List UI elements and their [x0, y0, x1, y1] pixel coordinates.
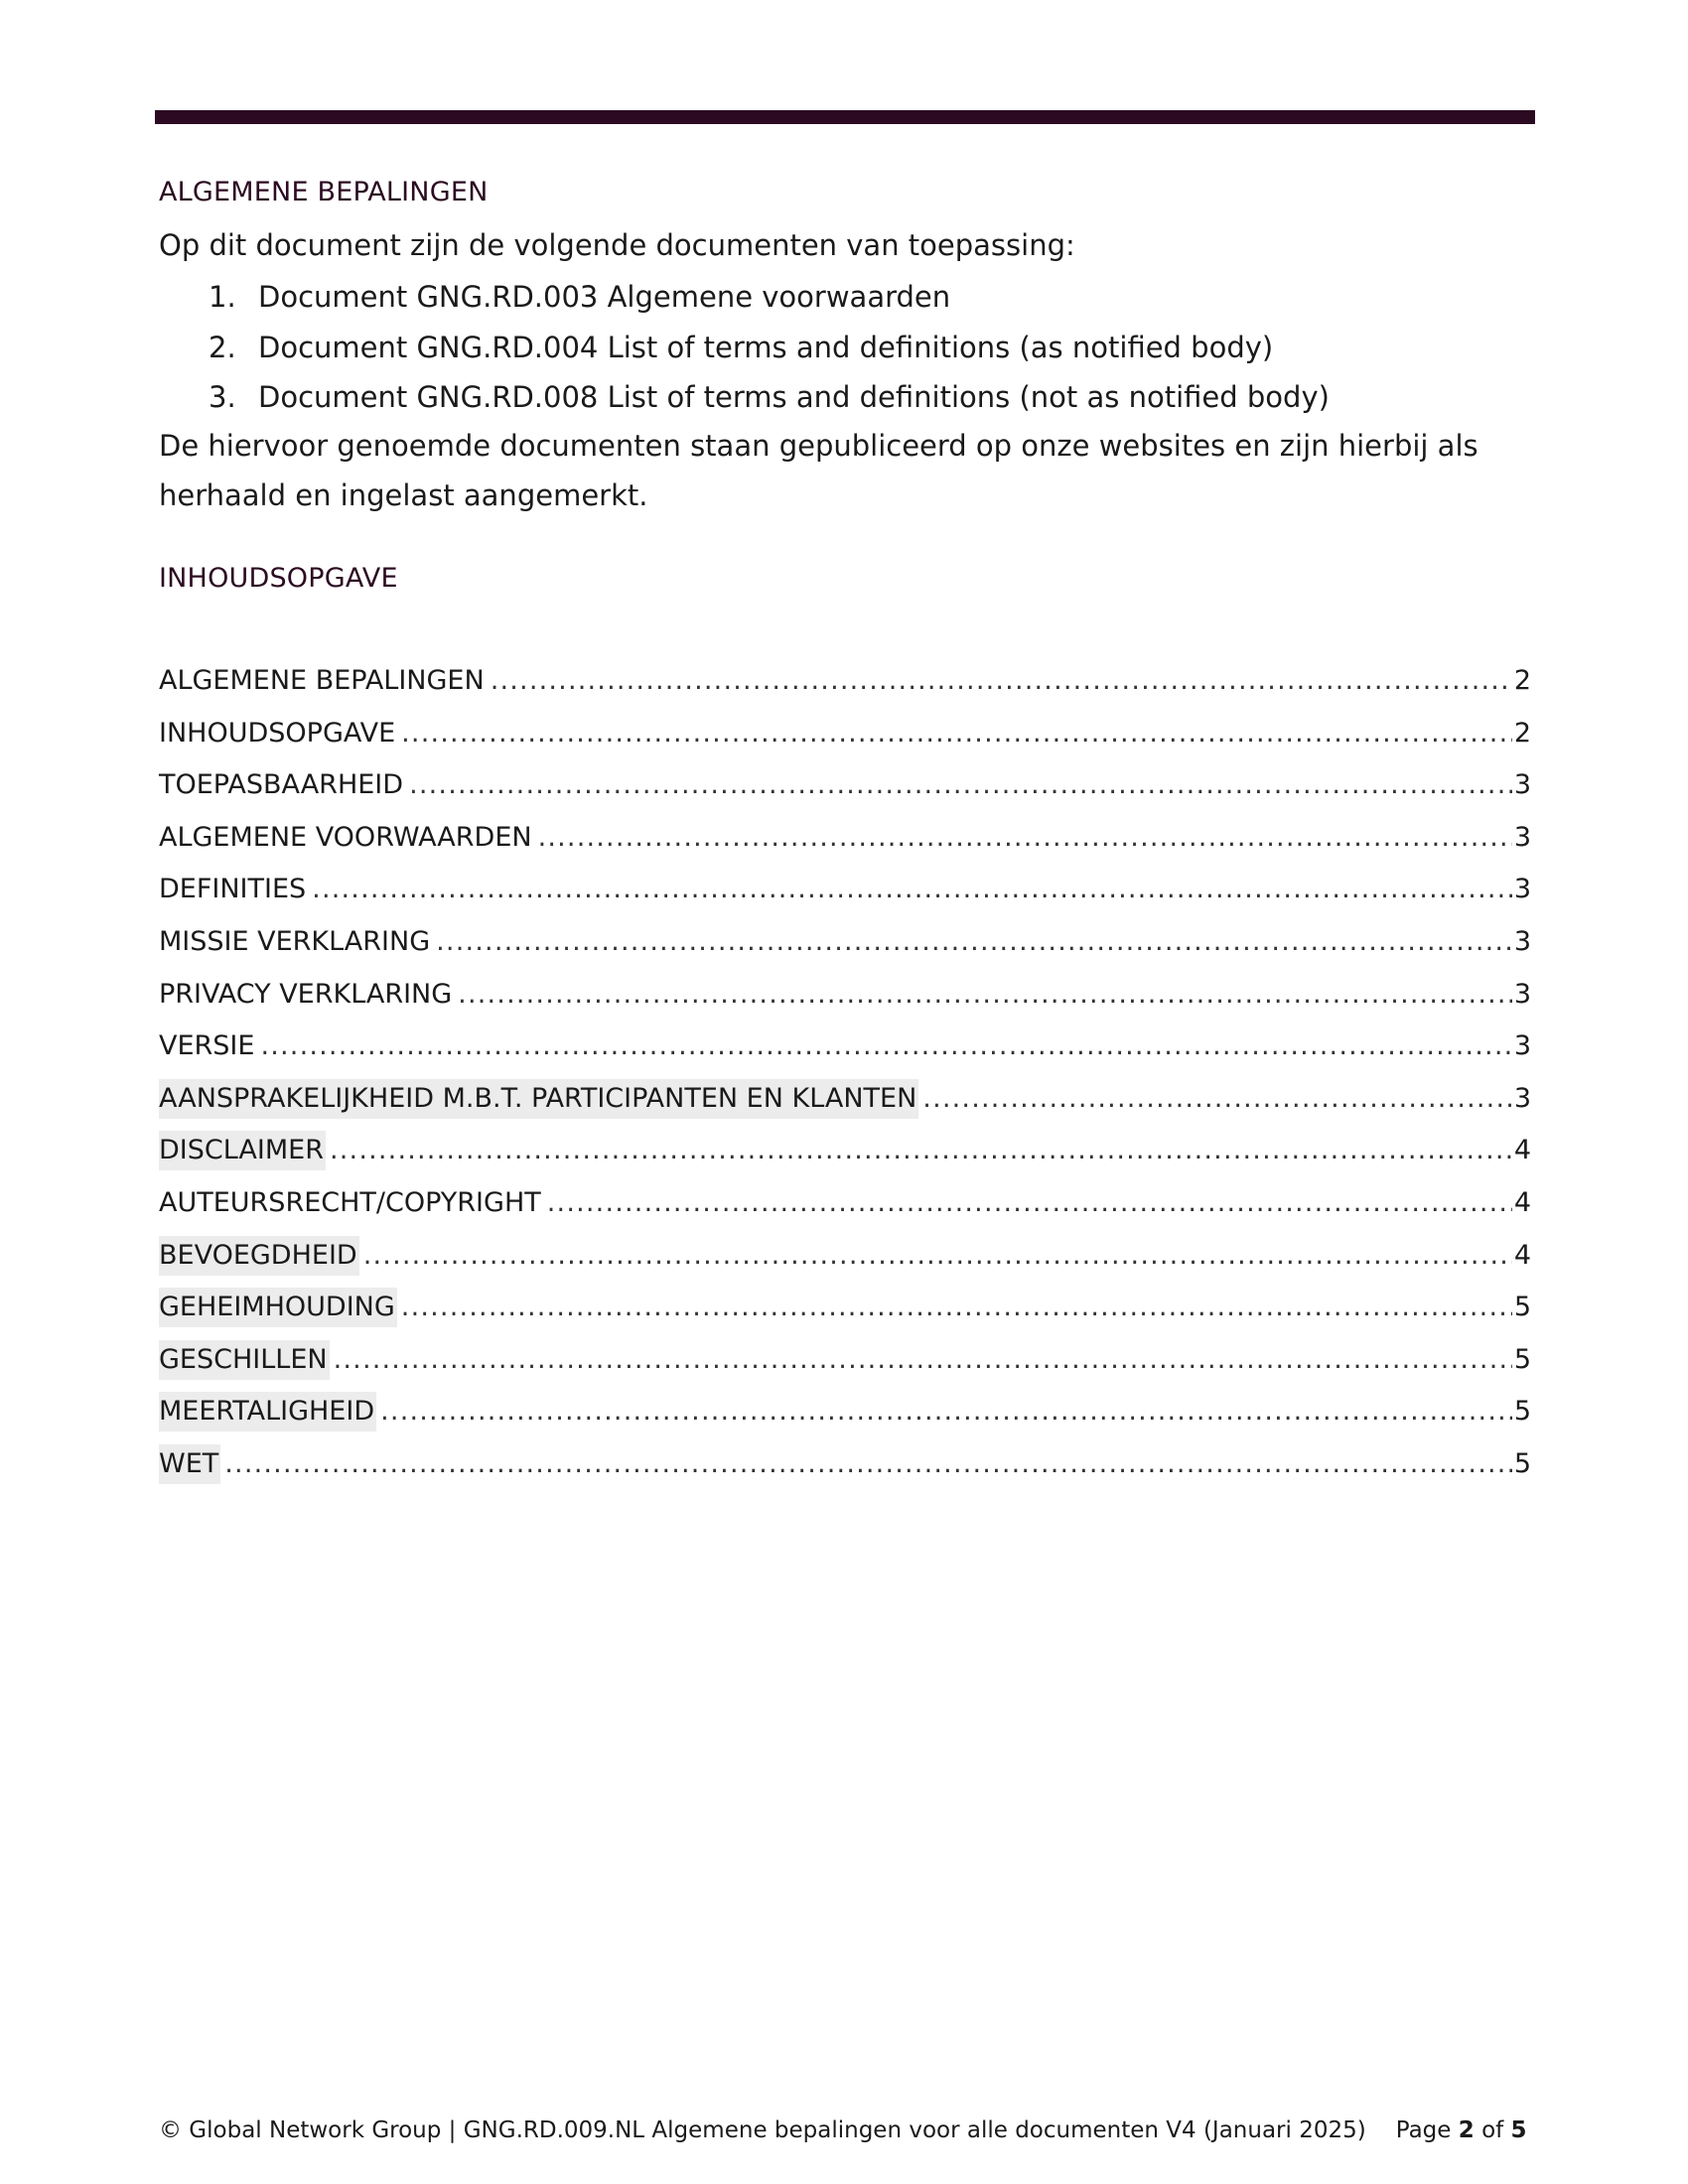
- toc-entry-title: ALGEMENE VOORWAARDEN: [159, 821, 532, 853]
- toc-entry[interactable]: [159, 661, 1531, 714]
- toc-entry-title: MEERTALIGHEID: [159, 1392, 376, 1432]
- toc-leader: [260, 1026, 1511, 1066]
- toc-entry-title: PRIVACY VERKLARING: [159, 978, 453, 1010]
- toc-entry-page: 3: [1513, 769, 1531, 801]
- toc-leader: [436, 922, 1512, 962]
- toc-entry[interactable]: [159, 1392, 1531, 1444]
- list-item: [159, 272, 1330, 323]
- toc-entry-title: BEVOEGDHEID: [159, 1236, 359, 1276]
- toc-entry[interactable]: [159, 922, 1531, 975]
- list-number: 2.: [209, 330, 236, 364]
- toc-leader: [491, 661, 1512, 701]
- toc-entry-page: 4: [1513, 1186, 1531, 1218]
- toc-entry-title: DEFINITIES: [159, 874, 307, 905]
- toc-entry-title: ALGEMENE BEPALINGEN: [159, 665, 485, 696]
- page-current: 2: [1458, 2117, 1475, 2143]
- general-heading: ALGEMENE BEPALINGEN: [159, 177, 489, 207]
- toc-entry[interactable]: [159, 714, 1531, 766]
- toc-entry[interactable]: [159, 870, 1531, 922]
- toc-entry-page: 5: [1513, 1343, 1531, 1375]
- list-text: Document GNG.RD.004 List of terms and definitions (as notified body): [258, 330, 1274, 364]
- toc-leader: [922, 1079, 1512, 1119]
- toc-entry[interactable]: [159, 765, 1531, 818]
- toc-entry-page: 5: [1513, 1396, 1531, 1428]
- toc-entry-title: GEHEIMHOUDING: [159, 1288, 397, 1327]
- toc-entry[interactable]: [159, 1131, 1531, 1183]
- toc-entry-page: 2: [1513, 665, 1531, 696]
- toc-leader: [401, 1288, 1512, 1327]
- toc-leader: [363, 1236, 1512, 1276]
- toc-leader: [458, 975, 1512, 1015]
- toc-entry-page: 3: [1513, 1082, 1531, 1114]
- toc-entry[interactable]: [159, 1288, 1531, 1340]
- toc-entry-title: AUTEURSRECHT/COPYRIGHT: [159, 1186, 541, 1218]
- general-intro: Op dit document zijn de volgende documenten van toepassing:: [159, 228, 1075, 262]
- list-number: 3.: [209, 380, 236, 414]
- toc-entry-page: 2: [1513, 717, 1531, 749]
- list-item: [159, 372, 1330, 423]
- page-total: 5: [1510, 2117, 1527, 2143]
- toc-heading: INHOUDSOPGAVE: [159, 563, 398, 594]
- toc-entry[interactable]: [159, 975, 1531, 1027]
- toc-entry[interactable]: [159, 818, 1531, 871]
- toc-entry-page: 5: [1513, 1447, 1531, 1479]
- toc-entry-page: 3: [1513, 978, 1531, 1010]
- toc-entry-title: TOEPASBAARHEID: [159, 769, 404, 801]
- toc-entry[interactable]: [159, 1444, 1531, 1497]
- toc-leader: [312, 870, 1512, 909]
- general-closing: De hiervoor genoemde documenten staan gepubliceerd op onze websites en zijn hierbij als herhaald en ingelast aangemerkt.: [159, 429, 1478, 512]
- toc-leader: [538, 818, 1512, 858]
- toc-entry-title: DISCLAIMER: [159, 1131, 326, 1170]
- toc-entry[interactable]: [159, 1340, 1531, 1393]
- toc-entry-page: 3: [1513, 874, 1531, 905]
- toc-entry-page: 3: [1513, 1030, 1531, 1062]
- list-number: 1.: [209, 280, 236, 314]
- toc-leader: [334, 1340, 1512, 1380]
- toc-entry-page: 3: [1513, 925, 1531, 957]
- toc-entry-page: 5: [1513, 1292, 1531, 1323]
- toc-entry-title: VERSIE: [159, 1030, 255, 1062]
- toc-entry-page: 4: [1513, 1239, 1531, 1271]
- toc-entry[interactable]: [159, 1079, 1531, 1132]
- toc-entry-page: 3: [1513, 821, 1531, 853]
- page-footer: [159, 2117, 1527, 2143]
- toc-entry-title: GESCHILLEN: [159, 1340, 330, 1380]
- footer-text: © Global Network Group | GNG.RD.009.NL Algemene bepalingen voor alle documenten V4 (Januari 2025): [159, 2117, 1366, 2143]
- table-of-contents: [159, 661, 1531, 1497]
- toc-leader: [409, 765, 1512, 805]
- toc-entry-title: MISSIE VERKLARING: [159, 925, 431, 957]
- toc-entry[interactable]: [159, 1026, 1531, 1079]
- toc-entry[interactable]: [159, 1183, 1531, 1236]
- applicable-documents-list: [159, 272, 1330, 423]
- toc-entry-title: INHOUDSOPGAVE: [159, 717, 396, 749]
- toc-leader: [380, 1392, 1512, 1432]
- toc-entry-title: WET: [159, 1444, 220, 1484]
- toc-entry-title: AANSPRAKELIJKHEID M.B.T. PARTICIPANTEN EN KLANTEN: [159, 1079, 918, 1119]
- header-rule: [155, 110, 1535, 124]
- list-text: Document GNG.RD.003 Algemene voorwaarden: [258, 280, 951, 314]
- toc-entry[interactable]: [159, 1236, 1531, 1289]
- list-text: Document GNG.RD.008 List of terms and definitions (not as notified body): [258, 380, 1330, 414]
- page-label: Page: [1395, 2117, 1452, 2143]
- toc-leader: [224, 1444, 1512, 1484]
- list-item: [159, 323, 1330, 373]
- toc-leader: [547, 1183, 1512, 1223]
- toc-entry-page: 4: [1513, 1135, 1531, 1166]
- toc-leader: [330, 1131, 1512, 1170]
- page-of: of: [1481, 2117, 1504, 2143]
- toc-leader: [401, 714, 1512, 753]
